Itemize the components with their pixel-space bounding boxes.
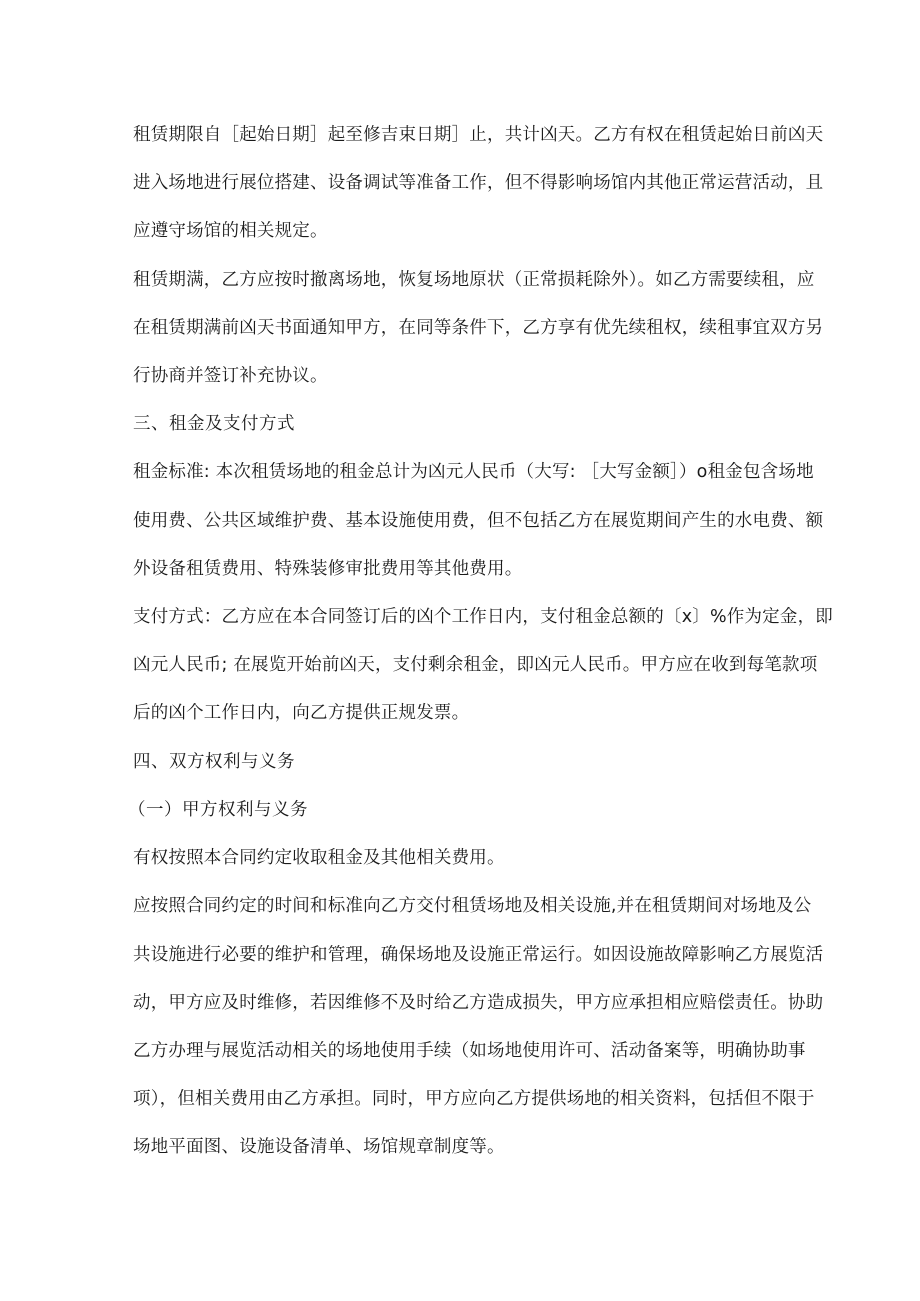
lease-term-line-1: 租赁期限自［起始日期］起至修吉束日期］止，共计凶天。乙方有权在租赁起始日前凶天 bbox=[133, 125, 824, 145]
section-heading-rent: 三、租金及支付方式 bbox=[133, 414, 295, 434]
party-a-duty-line-5: 项），但相关费用由乙方承担。同时，甲方应向乙方提供场地的相关资料，包括但不限于 bbox=[133, 1089, 815, 1109]
party-a-duty-line-3: 动，甲方应及时维修，若因维修不及时给乙方造成损失，甲方应承担相应赔偿责任。协助 bbox=[133, 993, 824, 1013]
rent-standard-line-2: 使用费、公共区域维护费、基本设施使用费，但不包括乙方在展览期间产生的水电费、额 bbox=[133, 511, 824, 531]
lease-term-line-2: 进入场地进行展位搭建、设备调试等准备工作，但不得影响场馆内其他正常运营活动，且 bbox=[133, 173, 824, 193]
rent-standard-line-1: 租金标准: 本次租赁场地的租金总计为凶元人民币（大写: ［大写金额］）o租金包含场地 bbox=[133, 462, 814, 482]
party-a-duty-line-4: 乙方办理与展览活动相关的场地使用手续（如场地使用许可、活动备案等，明确协助事 bbox=[133, 1041, 806, 1061]
subsection-heading-party-a: （一）甲方权利与义务 bbox=[128, 800, 308, 820]
lease-term-line-3: 应遵守场馆的相关规定。 bbox=[133, 221, 328, 241]
lease-expiry-line-1: 租赁期满，乙方应按时撤离场地，恢复场地原状（正常损耗除外）。如乙方需要续租，应 bbox=[133, 270, 815, 290]
party-a-duty-line-1: 应按照合同约定的时间和标准向乙方交付租赁场地及相关设施,并在租赁期间对场地及公 bbox=[133, 896, 812, 916]
section-heading-rights: 四、双方权利与义务 bbox=[133, 752, 295, 772]
payment-method-line-1: 支付方式：乙方应在本合同签订后的凶个工作日内，支付租金总额的〔x〕%作为定金，即 bbox=[133, 607, 833, 627]
party-a-right-line: 有权按照本合同约定收取租金及其他相关费用。 bbox=[133, 848, 505, 868]
lease-expiry-line-3: 行协商并签订补充协议。 bbox=[133, 366, 328, 386]
payment-method-line-3: 后的凶个工作日内，向乙方提供正规发票。 bbox=[133, 703, 470, 723]
payment-method-line-2: 凶元人民币; 在展览开始前凶天，支付剩余租金，即凶元人民币。甲方应在收到每笔款项 bbox=[133, 655, 818, 675]
lease-expiry-line-2: 在租赁期满前凶天书面通知甲方，在同等条件下，乙方享有优先续租权，续租事宜双方另 bbox=[133, 318, 824, 338]
rent-standard-line-3: 外设备租赁费用、特殊装修审批费用等其他费用。 bbox=[133, 559, 523, 579]
party-a-duty-line-2: 共设施进行必要的维护和管理，确保场地及设施正常运行。如因设施故障影响乙方展览活 bbox=[133, 945, 824, 965]
party-a-duty-line-6: 场地平面图、设施设备清单、场馆规章制度等。 bbox=[133, 1137, 505, 1157]
